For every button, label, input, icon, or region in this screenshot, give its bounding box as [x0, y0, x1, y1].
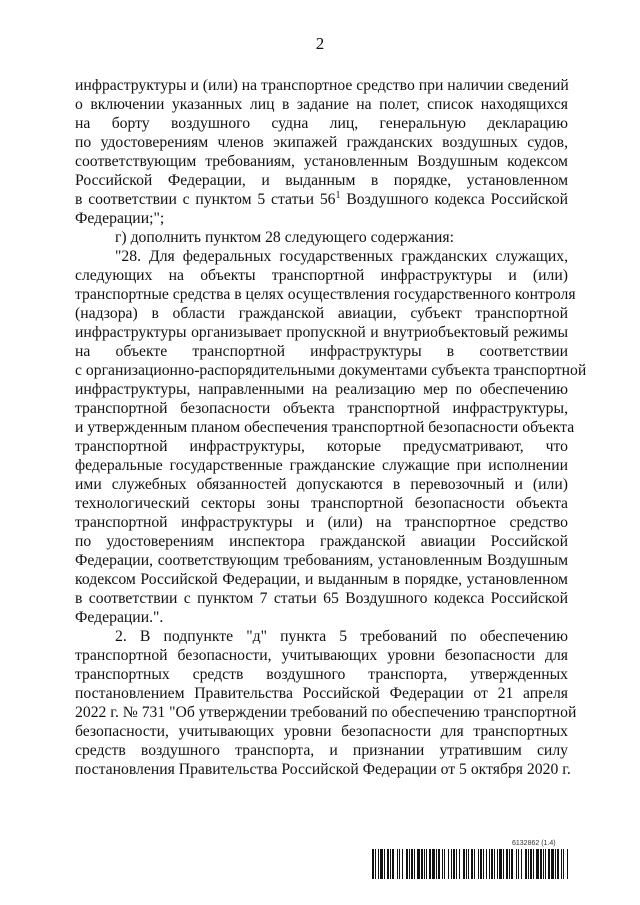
text-line: федеральные государственные гражданские служащие при исполнении [75, 457, 568, 474]
barcode-bar [414, 849, 415, 879]
text-line: соответствующим требованиям, установленным Воздушным кодексом [75, 153, 568, 170]
document-body [75, 76, 587, 779]
text-line: Российской Федерации, и выданным в порядке, установленном [75, 172, 568, 189]
barcode-bar [411, 849, 413, 879]
barcode-bar [442, 849, 443, 879]
text-line: кодексом Российской Федерации, и выданным в порядке, установленном [75, 571, 568, 588]
barcode-bar [409, 849, 410, 879]
barcode-bar [525, 849, 527, 879]
barcode-bar [397, 849, 398, 879]
text-line: в соответствии с пунктом 7 статьи 65 Воздушного кодекса Российской [75, 590, 568, 607]
barcode-bar [375, 849, 376, 879]
barcode-bar [463, 849, 465, 879]
text-line: постановлением Правительства Российской Федерации от 21 апреля [75, 685, 568, 702]
barcode-bar [503, 849, 504, 879]
barcode-bar [466, 849, 467, 879]
barcode-bar [497, 849, 498, 879]
barcode-bar [451, 849, 452, 879]
barcode-bar [387, 849, 389, 879]
barcode-bar [543, 849, 544, 879]
barcode-bar [486, 849, 487, 879]
text-line: технологический секторы зоны транспортной безопасности объекта [75, 495, 568, 512]
superscript: 1 [335, 190, 341, 201]
barcode-bar [372, 849, 374, 879]
barcode-bar [456, 849, 457, 879]
barcode-bar [509, 849, 510, 879]
barcode-bar [530, 849, 532, 879]
text-segment: Воздушного кодекса Российской [340, 191, 568, 208]
barcode-bar [471, 849, 473, 879]
text-line: и утвержденным планом обеспечения транспортной безопасности объекта [75, 419, 575, 436]
text-line: ими служебных обязанностей допускаются в перевозочный и (или) [75, 476, 568, 493]
barcode-bar [468, 849, 469, 879]
text-line: транспортной безопасности, учитывающих уровни безопасности для [75, 647, 568, 664]
text-line: средств воздушного транспорта, и признании утратившим силу [75, 742, 568, 759]
barcode-bar [567, 849, 568, 879]
text-line: по удостоверениям членов экипажей гражданских воздушных судов, [75, 134, 568, 151]
barcode-bar [429, 849, 431, 879]
text-line: (надзора) в области гражданской авиации, субъект транспортной [75, 305, 568, 322]
text-line: инфраструктуры и (или) на транспортное средство при наличии сведений [75, 77, 569, 94]
text-line: Федерации;"; [75, 210, 165, 227]
barcode-bar [444, 849, 445, 879]
barcode-bar [563, 849, 564, 879]
document-code: 6132862 (1.4) [512, 840, 556, 847]
text-line: транспортной безопасности объекта транспортной инфраструктуры, [75, 400, 568, 417]
barcode-bar [533, 849, 534, 879]
text-line: на борту воздушного судна лиц, генеральную декларацию [75, 115, 568, 132]
barcode-bar [516, 849, 517, 879]
text-line: о включении указанных лиц в задание на полет, список находящихся [75, 96, 568, 113]
text-line: следующих на объекты транспортной инфраструктуры и (или) [75, 267, 568, 284]
text-line: 2. В подпункте "д" пункта 5 требований по обеспечению [115, 628, 568, 645]
barcode-bar [489, 849, 490, 879]
barcode-bar [557, 849, 559, 879]
barcode-bar [438, 849, 440, 879]
text-line: постановления Правительства Российской Федерации от 5 октября 2020 г. [75, 761, 571, 778]
barcode-bar [448, 849, 449, 879]
text-line: транспортной инфраструктуры и (или) на транспортное средство [75, 514, 568, 531]
barcode-bar [483, 849, 484, 879]
barcode-bar [499, 849, 502, 879]
barcode-bar [424, 849, 425, 879]
barcode-icon [372, 849, 568, 879]
barcode-bar [384, 849, 385, 879]
barcode-bar [421, 849, 423, 879]
barcode-bar [540, 849, 542, 879]
barcode-bar [506, 849, 508, 879]
barcode-bar [436, 849, 437, 879]
barcode-bar [406, 849, 408, 879]
barcode-bar [555, 849, 556, 879]
text-line: Федерации.". [75, 609, 164, 626]
barcode-bar [494, 849, 495, 879]
text-line: инфраструктуры, направленными на реализацию мер по обеспечению [75, 381, 568, 398]
barcode-bar [426, 849, 427, 879]
barcode-bar [390, 849, 391, 879]
barcode-bar [551, 849, 554, 879]
barcode-bar [432, 849, 435, 879]
barcode-bar [521, 849, 522, 879]
barcode-bar [491, 849, 493, 879]
text-segment: в соответствии с пунктом 5 статьи 56 [75, 191, 336, 208]
text-line: транспортных средств воздушного транспорта, утвержденных [75, 666, 568, 683]
text-line [75, 190, 568, 209]
barcode-bar [480, 849, 482, 879]
barcode-bar [392, 849, 394, 879]
barcode-bar [478, 849, 479, 879]
text-line: г) дополнить пунктом 28 следующего содержания: [115, 229, 454, 246]
text-line: транспортные средства в целях осуществления государственного контроля [75, 286, 576, 303]
barcode-bar [453, 849, 455, 879]
barcode-bar [378, 849, 379, 879]
barcode-bar [474, 849, 475, 879]
text-line: на объекте транспортной инфраструктуры в соответствии [75, 343, 568, 360]
barcode-bar [528, 849, 529, 879]
barcode-bar [399, 849, 400, 879]
barcode-bar [402, 849, 403, 879]
text-line: инфраструктуры организывает пропускной и внутриобъектовый режимы [75, 324, 568, 341]
text-line: "28. Для федеральных государственных гражданских служащих, [115, 248, 568, 265]
text-line: безопасности, учитывающих уровни безопасности для транспортных [75, 723, 568, 740]
barcode-bar [417, 849, 420, 879]
barcode-bar [561, 849, 562, 879]
text-line: 2022 г. № 731 "Об утверждении требований по обеспечению транспортной [75, 704, 577, 721]
text-line: с организационно-распорядительными документами субъекта транспортной [75, 362, 587, 379]
barcode-bar [459, 849, 460, 879]
barcode-bar [545, 849, 546, 879]
barcode-bar [518, 849, 519, 879]
text-line: Федерации, соответствующим требованиям, установленным Воздушным [75, 552, 568, 569]
barcode-bar [511, 849, 513, 879]
page-number: 2 [315, 34, 325, 53]
barcode-bar [380, 849, 383, 879]
text-line: по удостоверениям инспектора гражданской авиации Российской [75, 533, 568, 550]
barcode-bar [536, 849, 539, 879]
barcode-bar [548, 849, 550, 879]
text-line: транспортной инфраструктуры, которые предусматривают, что [75, 438, 568, 455]
